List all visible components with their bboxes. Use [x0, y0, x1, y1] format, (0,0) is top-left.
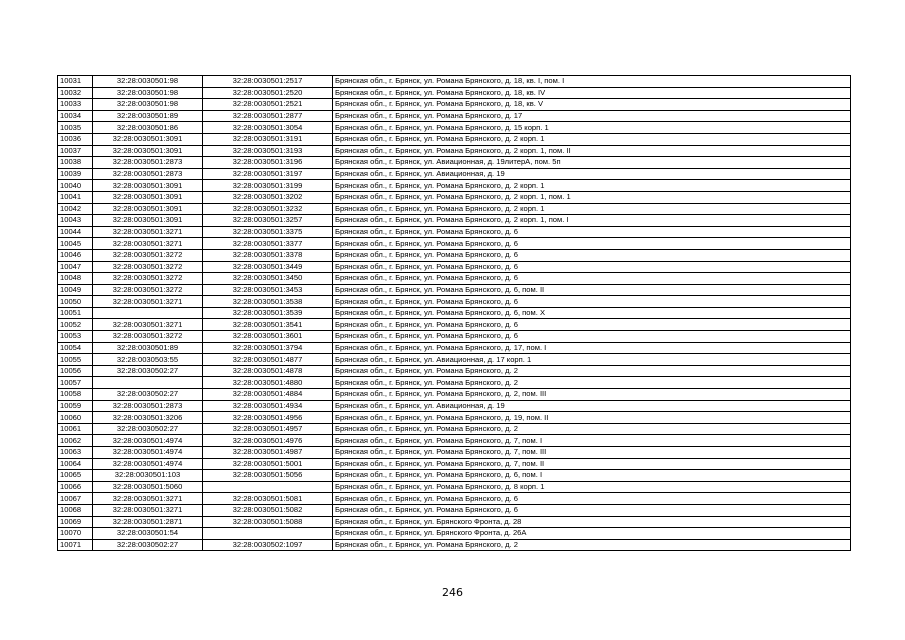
cadastral-number-cell: 32:28:0030501:4956 [203, 412, 333, 424]
cadastral-number-cell: 32:28:0030501:3197 [203, 168, 333, 180]
parent-cadastral-number-cell: 32:28:0030501:3206 [93, 412, 203, 424]
parent-cadastral-number-cell: 32:28:0030501:3271 [93, 504, 203, 516]
cadastral-number-cell: 32:28:0030501:4934 [203, 400, 333, 412]
parent-cadastral-number-cell: 32:28:0030501:3091 [93, 215, 203, 227]
cadastral-number-cell: 32:28:0030501:4877 [203, 354, 333, 366]
parent-cadastral-number-cell: 32:28:0030501:4974 [93, 435, 203, 447]
cadastral-number-cell: 32:28:0030501:3199 [203, 180, 333, 192]
address-cell: Брянская обл., г. Брянск, ул. Романа Брянского, д. 6 [333, 331, 851, 343]
table-row [58, 470, 851, 482]
parent-cadastral-number-cell: 32:28:0030501:98 [93, 87, 203, 99]
table-row [58, 238, 851, 250]
address-cell: Брянская обл., г. Брянск, ул. Романа Брянского, д. 2 корп. 1 [333, 180, 851, 192]
parent-cadastral-number-cell: 32:28:0030501:4974 [93, 447, 203, 459]
parent-cadastral-number-cell: 32:28:0030503:55 [93, 354, 203, 366]
address-cell: Брянская обл., г. Брянск, ул. Романа Брянского, д. 6 [333, 238, 851, 250]
address-cell: Брянская обл., г. Брянск, ул. Брянского Фронта, д. 26А [333, 528, 851, 540]
parent-cadastral-number-cell: 32:28:0030501:89 [93, 342, 203, 354]
address-cell: Брянская обл., г. Брянск, ул. Романа Брянского, д. 7, пом. III [333, 447, 851, 459]
parent-cadastral-number-cell: 32:28:0030501:98 [93, 99, 203, 111]
parent-cadastral-number-cell: 32:28:0030501:3091 [93, 180, 203, 192]
address-cell: Брянская обл., г. Брянск, ул. Романа Брянского, д. 2 корп. 1 [333, 203, 851, 215]
address-cell: Брянская обл., г. Брянск, ул. Романа Брянского, д. 6 [333, 504, 851, 516]
row-number-cell: 10036 [58, 133, 93, 145]
address-cell: Брянская обл., г. Брянск, ул. Романа Брянского, д. 6, пом. II [333, 284, 851, 296]
table-row [58, 354, 851, 366]
parent-cadastral-number-cell: 32:28:0030501:3272 [93, 249, 203, 261]
address-cell: Брянская обл., г. Брянск, ул. Брянского Фронта, д. 28 [333, 516, 851, 528]
row-number-cell: 10068 [58, 504, 93, 516]
parent-cadastral-number-cell: 32:28:0030501:3271 [93, 319, 203, 331]
address-cell: Брянская обл., г. Брянск, ул. Авиационная, д. 17 корп. 1 [333, 354, 851, 366]
table-row [58, 76, 851, 88]
parent-cadastral-number-cell: 32:28:0030501:2873 [93, 168, 203, 180]
page-number: 246 [442, 586, 463, 599]
table-row [58, 145, 851, 157]
cadastral-number-cell: 32:28:0030501:4987 [203, 447, 333, 459]
table-row [58, 481, 851, 493]
table-row [58, 296, 851, 308]
parent-cadastral-number-cell: 32:28:0030501:3091 [93, 203, 203, 215]
cadastral-number-cell: 32:28:0030501:3054 [203, 122, 333, 134]
table-row [58, 226, 851, 238]
parent-cadastral-number-cell: 32:28:0030501:3271 [93, 493, 203, 505]
cadastral-number-cell [203, 528, 333, 540]
cadastral-number-cell: 32:28:0030501:3193 [203, 145, 333, 157]
cadastral-number-cell: 32:28:0030501:2517 [203, 76, 333, 88]
row-number-cell: 10071 [58, 539, 93, 551]
table-row [58, 539, 851, 551]
table-row [58, 122, 851, 134]
cadastral-number-cell: 32:28:0030501:3375 [203, 226, 333, 238]
parent-cadastral-number-cell: 32:28:0030501:2871 [93, 516, 203, 528]
cadastral-number-cell: 32:28:0030501:3538 [203, 296, 333, 308]
row-number-cell: 10060 [58, 412, 93, 424]
parent-cadastral-number-cell: 32:28:0030502:27 [93, 389, 203, 401]
cadastral-number-cell: 32:28:0030501:3450 [203, 273, 333, 285]
cadastral-number-cell: 32:28:0030501:5001 [203, 458, 333, 470]
table-row [58, 203, 851, 215]
parent-cadastral-number-cell: 32:28:0030501:4974 [93, 458, 203, 470]
address-cell: Брянская обл., г. Брянск, ул. Романа Брянского, д. 19, пом. II [333, 412, 851, 424]
parent-cadastral-number-cell: 32:28:0030502:27 [93, 423, 203, 435]
cadastral-number-cell: 32:28:0030501:4957 [203, 423, 333, 435]
parent-cadastral-number-cell: 32:28:0030501:2873 [93, 157, 203, 169]
table-body [58, 76, 851, 551]
cadastral-number-cell: 32:28:0030501:5056 [203, 470, 333, 482]
address-cell: Брянская обл., г. Брянск, ул. Романа Брянского, д. 2 корп. 1, пом. 1 [333, 191, 851, 203]
row-number-cell: 10059 [58, 400, 93, 412]
cadastral-number-cell: 32:28:0030501:5088 [203, 516, 333, 528]
row-number-cell: 10046 [58, 249, 93, 261]
address-cell: Брянская обл., г. Брянск, ул. Романа Брянского, д. 17, пом. I [333, 342, 851, 354]
address-cell: Брянская обл., г. Брянск, ул. Романа Брянского, д. 6, пом. I [333, 470, 851, 482]
cadastral-number-cell: 32:28:0030501:5082 [203, 504, 333, 516]
cadastral-number-cell: 32:28:0030502:1097 [203, 539, 333, 551]
row-number-cell: 10039 [58, 168, 93, 180]
row-number-cell: 10032 [58, 87, 93, 99]
row-number-cell: 10047 [58, 261, 93, 273]
address-cell: Брянская обл., г. Брянск, ул. Романа Брянского, д. 2 [333, 377, 851, 389]
table-row [58, 528, 851, 540]
cadastral-number-cell: 32:28:0030501:2520 [203, 87, 333, 99]
address-cell: Брянская обл., г. Брянск, ул. Романа Брянского, д. 6 [333, 261, 851, 273]
parent-cadastral-number-cell: 32:28:0030501:3271 [93, 226, 203, 238]
address-cell: Брянская обл., г. Брянск, ул. Романа Брянского, д. 18, кв. I, пом. I [333, 76, 851, 88]
row-number-cell: 10067 [58, 493, 93, 505]
table-row [58, 87, 851, 99]
address-cell: Брянская обл., г. Брянск, ул. Романа Брянского, д. 2 корп. 1 [333, 133, 851, 145]
table-row [58, 365, 851, 377]
row-number-cell: 10062 [58, 435, 93, 447]
row-number-cell: 10054 [58, 342, 93, 354]
cadastral-number-cell: 32:28:0030501:3453 [203, 284, 333, 296]
parent-cadastral-number-cell: 32:28:0030501:3091 [93, 145, 203, 157]
row-number-cell: 10040 [58, 180, 93, 192]
address-cell: Брянская обл., г. Брянск, ул. Романа Брянского, д. 6, пом. X [333, 307, 851, 319]
address-cell: Брянская обл., г. Брянск, ул. Романа Брянского, д. 6 [333, 319, 851, 331]
row-number-cell: 10043 [58, 215, 93, 227]
table-row [58, 180, 851, 192]
row-number-cell: 10050 [58, 296, 93, 308]
cadastral-number-cell: 32:28:0030501:4878 [203, 365, 333, 377]
parent-cadastral-number-cell: 32:28:0030501:86 [93, 122, 203, 134]
cadastral-number-cell: 32:28:0030501:2877 [203, 110, 333, 122]
table-row [58, 435, 851, 447]
cadastral-number-cell: 32:28:0030501:3377 [203, 238, 333, 250]
parent-cadastral-number-cell: 32:28:0030502:27 [93, 539, 203, 551]
row-number-cell: 10042 [58, 203, 93, 215]
parent-cadastral-number-cell: 32:28:0030501:103 [93, 470, 203, 482]
address-cell: Брянская обл., г. Брянск, ул. Романа Брянского, д. 6 [333, 273, 851, 285]
table-row [58, 516, 851, 528]
row-number-cell: 10061 [58, 423, 93, 435]
parent-cadastral-number-cell: 32:28:0030501:3272 [93, 284, 203, 296]
address-cell: Брянская обл., г. Брянск, ул. Романа Брянского, д. 2 [333, 365, 851, 377]
row-number-cell: 10041 [58, 191, 93, 203]
table-row [58, 342, 851, 354]
row-number-cell: 10057 [58, 377, 93, 389]
table-row [58, 157, 851, 169]
row-number-cell: 10069 [58, 516, 93, 528]
cadastral-number-cell: 32:28:0030501:2521 [203, 99, 333, 111]
address-cell: Брянская обл., г. Брянск, ул. Романа Брянского, д. 8 корп. 1 [333, 481, 851, 493]
parent-cadastral-number-cell: 32:28:0030501:98 [93, 76, 203, 88]
address-cell: Брянская обл., г. Брянск, ул. Романа Брянского, д. 6 [333, 226, 851, 238]
address-cell: Брянская обл., г. Брянск, ул. Романа Брянского, д. 15 корп. 1 [333, 122, 851, 134]
address-cell: Брянская обл., г. Брянск, ул. Романа Брянского, д. 2, пом. III [333, 389, 851, 401]
parent-cadastral-number-cell [93, 307, 203, 319]
address-cell: Брянская обл., г. Брянск, ул. Романа Брянского, д. 18, кв. V [333, 99, 851, 111]
address-cell: Брянская обл., г. Брянск, ул. Романа Брянского, д. 6 [333, 493, 851, 505]
table-row [58, 331, 851, 343]
table-row [58, 458, 851, 470]
table-row [58, 215, 851, 227]
parent-cadastral-number-cell [93, 377, 203, 389]
row-number-cell: 10065 [58, 470, 93, 482]
parent-cadastral-number-cell: 32:28:0030501:3091 [93, 191, 203, 203]
cadastral-number-cell: 32:28:0030501:3794 [203, 342, 333, 354]
table-row [58, 400, 851, 412]
cadastral-table [57, 75, 851, 551]
cadastral-number-cell: 32:28:0030501:3196 [203, 157, 333, 169]
parent-cadastral-number-cell: 32:28:0030501:3271 [93, 296, 203, 308]
table-row [58, 273, 851, 285]
row-number-cell: 10044 [58, 226, 93, 238]
table-row [58, 389, 851, 401]
row-number-cell: 10056 [58, 365, 93, 377]
row-number-cell: 10052 [58, 319, 93, 331]
cadastral-number-cell: 32:28:0030501:4880 [203, 377, 333, 389]
row-number-cell: 10033 [58, 99, 93, 111]
row-number-cell: 10053 [58, 331, 93, 343]
cadastral-number-cell: 32:28:0030501:3541 [203, 319, 333, 331]
cadastral-number-cell: 32:28:0030501:3449 [203, 261, 333, 273]
cadastral-number-cell: 32:28:0030501:3232 [203, 203, 333, 215]
row-number-cell: 10049 [58, 284, 93, 296]
table-row [58, 110, 851, 122]
table-row [58, 447, 851, 459]
parent-cadastral-number-cell: 32:28:0030501:89 [93, 110, 203, 122]
address-cell: Брянская обл., г. Брянск, ул. Романа Брянского, д. 7, пом. II [333, 458, 851, 470]
address-cell: Брянская обл., г. Брянск, ул. Романа Брянского, д. 2 [333, 539, 851, 551]
cadastral-number-cell: 32:28:0030501:3202 [203, 191, 333, 203]
table-row [58, 168, 851, 180]
row-number-cell: 10066 [58, 481, 93, 493]
address-cell: Брянская обл., г. Брянск, ул. Авиационная, д. 19 [333, 400, 851, 412]
row-number-cell: 10038 [58, 157, 93, 169]
table-row [58, 504, 851, 516]
table-row [58, 423, 851, 435]
parent-cadastral-number-cell: 32:28:0030501:3091 [93, 133, 203, 145]
table-row [58, 249, 851, 261]
row-number-cell: 10063 [58, 447, 93, 459]
row-number-cell: 10048 [58, 273, 93, 285]
cadastral-number-cell [203, 481, 333, 493]
table-row [58, 261, 851, 273]
parent-cadastral-number-cell: 32:28:0030501:2873 [93, 400, 203, 412]
table-row [58, 377, 851, 389]
parent-cadastral-number-cell: 32:28:0030501:3272 [93, 331, 203, 343]
row-number-cell: 10037 [58, 145, 93, 157]
row-number-cell: 10035 [58, 122, 93, 134]
table-row [58, 191, 851, 203]
cadastral-number-cell: 32:28:0030501:4884 [203, 389, 333, 401]
table-row [58, 307, 851, 319]
parent-cadastral-number-cell: 32:28:0030502:27 [93, 365, 203, 377]
address-cell: Брянская обл., г. Брянск, ул. Романа Брянского, д. 17 [333, 110, 851, 122]
address-cell: Брянская обл., г. Брянск, ул. Романа Брянского, д. 18, кв. IV [333, 87, 851, 99]
parent-cadastral-number-cell: 32:28:0030501:54 [93, 528, 203, 540]
row-number-cell: 10045 [58, 238, 93, 250]
address-cell: Брянская обл., г. Брянск, ул. Авиационная, д. 19литерA, пом. 5п [333, 157, 851, 169]
cadastral-number-cell: 32:28:0030501:3257 [203, 215, 333, 227]
row-number-cell: 10058 [58, 389, 93, 401]
row-number-cell: 10070 [58, 528, 93, 540]
address-cell: Брянская обл., г. Брянск, ул. Романа Брянского, д. 2 [333, 423, 851, 435]
parent-cadastral-number-cell: 32:28:0030501:5060 [93, 481, 203, 493]
parent-cadastral-number-cell: 32:28:0030501:3271 [93, 238, 203, 250]
address-cell: Брянская обл., г. Брянск, ул. Авиационная, д. 19 [333, 168, 851, 180]
row-number-cell: 10055 [58, 354, 93, 366]
cadastral-number-cell: 32:28:0030501:3378 [203, 249, 333, 261]
address-cell: Брянская обл., г. Брянск, ул. Романа Брянского, д. 2 корп. 1, пом. I [333, 215, 851, 227]
cadastral-number-cell: 32:28:0030501:3539 [203, 307, 333, 319]
address-cell: Брянская обл., г. Брянск, ул. Романа Брянского, д. 2 корп. 1, пом. II [333, 145, 851, 157]
table-row [58, 412, 851, 424]
address-cell: Брянская обл., г. Брянск, ул. Романа Брянского, д. 7, пом. I [333, 435, 851, 447]
table-row [58, 284, 851, 296]
cadastral-number-cell: 32:28:0030501:3191 [203, 133, 333, 145]
parent-cadastral-number-cell: 32:28:0030501:3272 [93, 273, 203, 285]
cadastral-number-cell: 32:28:0030501:5081 [203, 493, 333, 505]
row-number-cell: 10051 [58, 307, 93, 319]
address-cell: Брянская обл., г. Брянск, ул. Романа Брянского, д. 6 [333, 296, 851, 308]
row-number-cell: 10064 [58, 458, 93, 470]
cadastral-number-cell: 32:28:0030501:4976 [203, 435, 333, 447]
table-row [58, 133, 851, 145]
address-cell: Брянская обл., г. Брянск, ул. Романа Брянского, д. 6 [333, 249, 851, 261]
parent-cadastral-number-cell: 32:28:0030501:3272 [93, 261, 203, 273]
table-row [58, 493, 851, 505]
row-number-cell: 10031 [58, 76, 93, 88]
table-row [58, 319, 851, 331]
table-row [58, 99, 851, 111]
cadastral-number-cell: 32:28:0030501:3601 [203, 331, 333, 343]
row-number-cell: 10034 [58, 110, 93, 122]
